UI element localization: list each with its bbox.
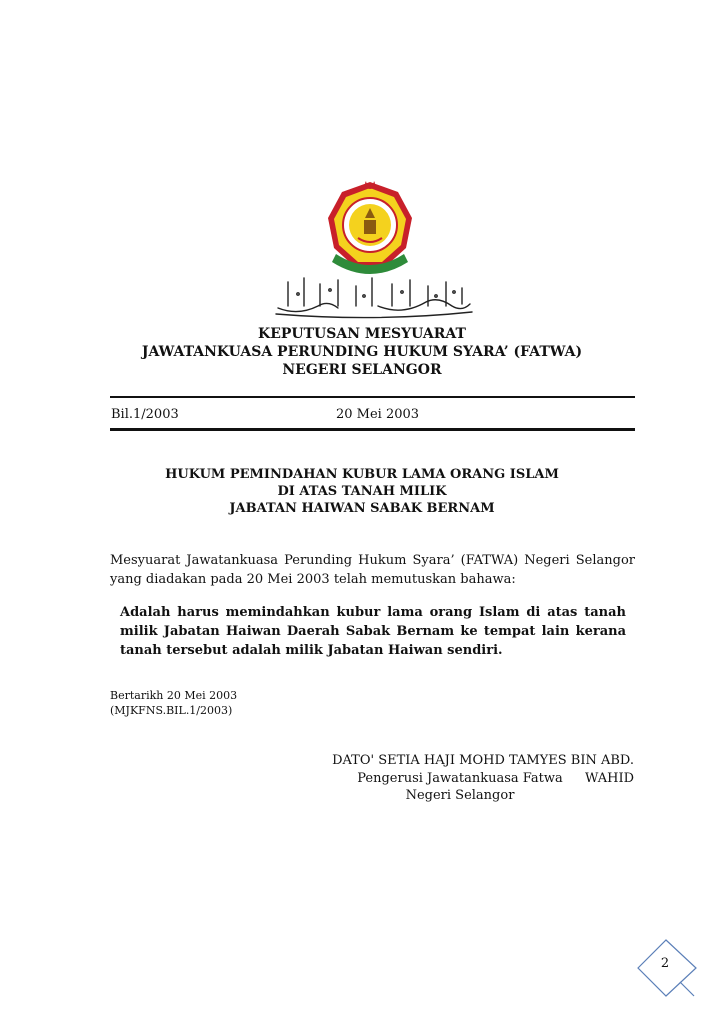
dated-line: Bertarikh 20 Mei 2003 [110,689,238,702]
reference-code: (MJKFNS.BIL.1/2003) [110,704,233,717]
page-number: 2 [660,956,670,971]
subject-line-2: DI ATAS TANAH MILIK [277,484,447,499]
signatory-state: Negeri Selangor [405,788,515,803]
fatwa-ruling: Adalah harus memindahkan kubur lama orang Islam di atas tanah milik Jabatan Haiwan Daerah Sabak Bernam ke tempat lain kerana tanah tersebut adalah milik Jabatan Haiwan sendiri. [120,605,626,658]
subject-line-3: JABATAN HAIWAN SABAK BERNAM [229,501,495,516]
signatory-title: Pengerusi Jawatankuasa Fatwa [357,771,563,786]
reference-number: Bil.1/2003 [111,407,179,422]
top-divider [110,396,635,398]
subject-line-1: HUKUM PEMINDAHAN KUBUR LAMA ORANG ISLAM [165,467,559,482]
signatory-name: DATO' SETIA HAJI MOHD TAMYES BIN ABD. WAHID [332,753,634,786]
header-line-3: NEGERI SELANGOR [282,362,442,378]
reference-date: 20 Mei 2003 [336,407,420,422]
header-line-2: JAWATANKUASA PERUNDING HUKUM SYARA’ (FATWA) [141,344,583,360]
body-paragraph: Mesyuarat Jawatankuasa Perunding Hukum Syara’ (FATWA) Negeri Selangor yang diadakan pada 20 Mei 2003 telah memutuskan bahawa: [110,553,635,587]
bottom-divider [110,428,635,431]
header-line-1: KEPUTUSAN MESYUARAT [258,326,466,342]
selangor-mufti-emblem-icon [324,178,416,278]
jawi-calligraphy-icon [268,272,478,320]
